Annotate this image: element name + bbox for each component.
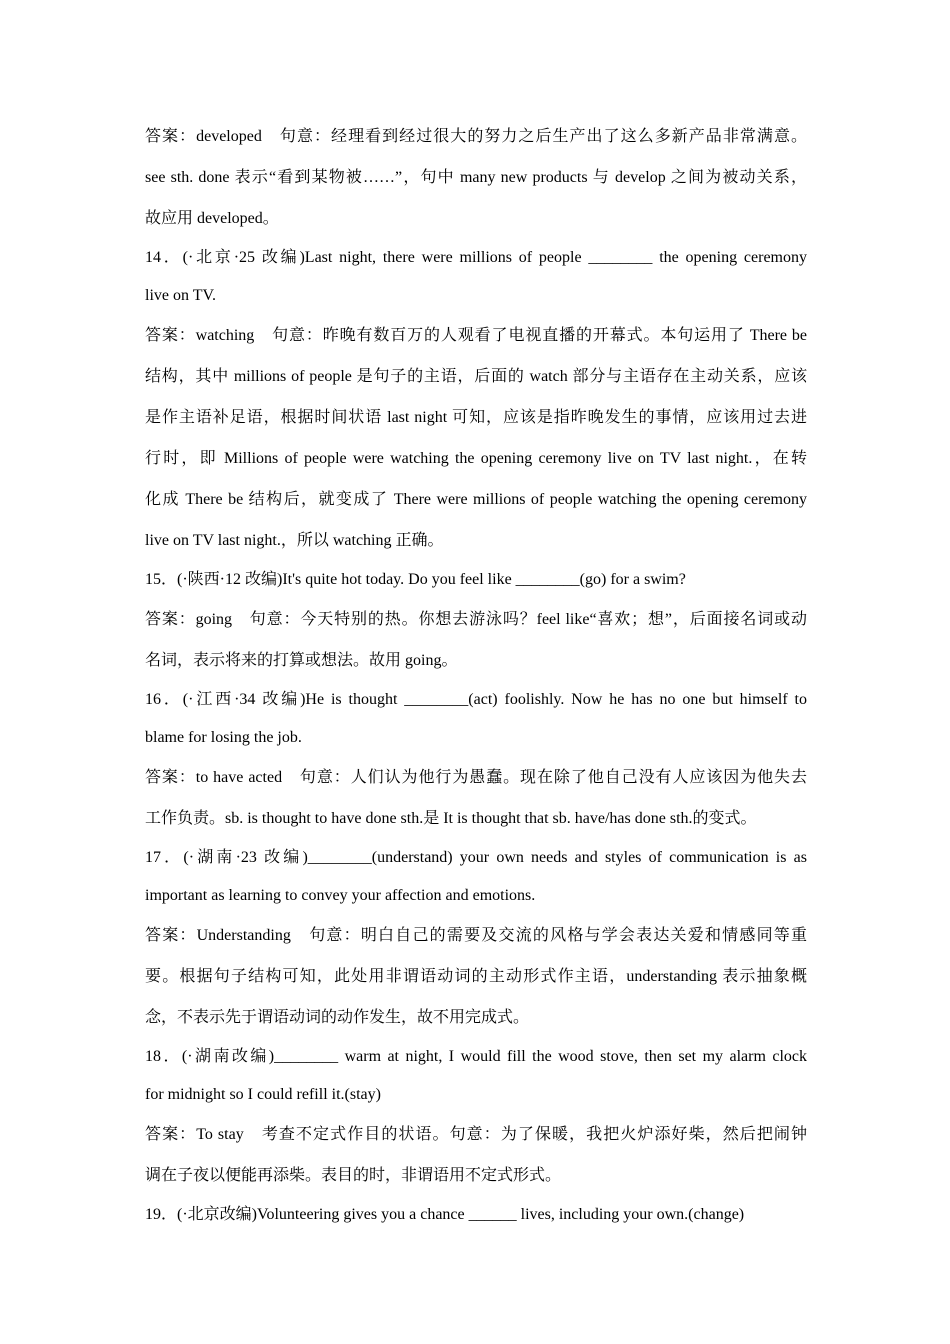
question-block [145, 239, 807, 315]
answer-line: 答案：going 句意：今天特别的热。你想去游泳吗？feel like“喜欢；想”，后面接名词或动 [145, 611, 807, 628]
answer-line: 名词，表示将来的打算或想法。故用 going。 [145, 652, 458, 669]
question-line: 14．(·北京·25 改编)Last night, there were millions of people ________ the opening ceremony [145, 249, 807, 266]
answer-line: live on TV last night.，所以 watching 正确。 [145, 532, 444, 549]
question-block [145, 1038, 807, 1114]
answer-line: 调在子夜以便能再添柴。表目的时，非谓语用不定式形式。 [145, 1167, 562, 1184]
answer-block [145, 1114, 807, 1196]
answer-line: 答案：To stay 考查不定式作目的状语。句意：为了保暖，我把火炉添好柴，然后把闹钟 [145, 1126, 807, 1143]
question-line: for midnight so I could refill it.(stay) [145, 1086, 381, 1103]
answer-line: 要。根据句子结构可知，此处用非谓语动词的主动形式作主语，understanding 表示抽象概 [145, 968, 807, 985]
question-block [145, 681, 807, 757]
question-line: live on TV. [145, 287, 216, 304]
answer-line: 是作主语补足语，根据时间状语 last night 可知，应该是指昨晚发生的事情，应该用过去进 [145, 409, 807, 426]
answer-line: 念，不表示先于谓语动词的动作发生，故不用完成式。 [145, 1009, 530, 1026]
answer-line: 结构，其中 millions of people 是句子的主语，后面的 watch 部分与主语存在主动关系，应该 [145, 368, 807, 385]
question-line: 15．(·陕西·12 改编)It's quite hot today. Do you feel like ________(go) for a swim? [145, 571, 686, 588]
answer-line: 答案：Understanding 句意：明白自己的需要及交流的风格与学会表达关爱和情感同等重 [145, 927, 807, 944]
answer-line: see sth. done 表示“看到某物被……”，句中 many new products 与 develop 之间为被动关系， [145, 169, 807, 186]
question-block [145, 1196, 807, 1234]
answer-line: 化成 There be 结构后，就变成了 There were millions of people watching the opening ceremony [145, 491, 807, 508]
answer-line: 故应用 developed。 [145, 210, 279, 227]
answer-line: 答案：to have acted 句意：人们认为他行为愚蠢。现在除了他自己没有人应该因为他失去 [145, 769, 807, 786]
answer-block [145, 116, 807, 239]
answer-block [145, 757, 807, 839]
question-line: 16．(·江西·34 改编)He is thought ________(act) foolishly. Now he has no one but himself to [145, 691, 807, 708]
answer-line: 答案：watching 句意：昨晚有数百万的人观看了电视直播的开幕式。本句运用了 There be [145, 327, 807, 344]
document-page [145, 116, 807, 1234]
question-block [145, 839, 807, 915]
answer-line: 答案：developed 句意：经理看到经过很大的努力之后生产出了这么多新产品非常满意。 [145, 128, 807, 145]
question-line: 19．(·北京改编)Volunteering gives you a chance ______ lives, including your own.(change) [145, 1206, 745, 1223]
question-block [145, 561, 807, 599]
answer-line: 行时，即 Millions of people were watching the opening ceremony live on TV last night.，在转 [145, 450, 807, 467]
answer-line: 工作负责。sb. is thought to have done sth.是 It is thought that sb. have/has done sth.的变式。 [145, 810, 757, 827]
question-line: blame for losing the job. [145, 729, 302, 746]
question-line: 18．(·湖南改编)________ warm at night, I would fill the wood stove, then set my alarm clock [145, 1048, 807, 1065]
answer-block [145, 315, 807, 561]
answer-block [145, 599, 807, 681]
question-line: 17．(·湖南·23 改编)________(understand) your own needs and styles of communication is as [145, 849, 807, 866]
answer-block [145, 915, 807, 1038]
question-line: important as learning to convey your affection and emotions. [145, 887, 536, 904]
